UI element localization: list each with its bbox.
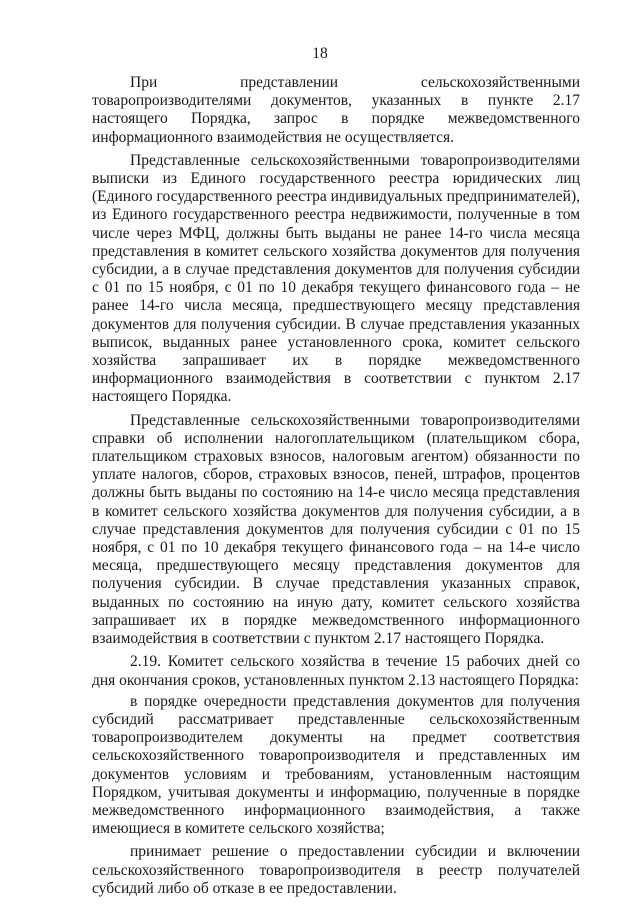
paragraph-decision: принимает решение о предоставлении субсидии и включении сельскохозяйственного товаропроизводителя в реестр получателей субсидий либо об отказе в ее предоставлении. (92, 843, 580, 897)
paragraph-registry-extracts: Представленные сельскохозяйственными товаропроизводителями выписки из Единого государственного реестра юридических лиц (Единого государственного реестра индивидуальных предпринимателей), из Единого государственного реестра недвижимости, полученные в том числе через МФЦ, должны быть выданы не ранее 14-го числа месяца представления в комитет сельского хозяйства документов для получения субсидии, а в случае представления документов для получения субсидии с 01 по 15 ноября, с 01 по 10 декабря текущего финансового года – не ранее 14-го числа месяца, предшествующего месяцу представления документов для получения субсидии. В случае представления указанных выписок, выданных ранее установленного срока, комитет сельского хозяйства запрашивает их в порядке межведомственного информационного взаимодействия в соответствии с пунктом 2.17 настоящего Порядка. (92, 151, 580, 406)
paragraph-review-documents: в порядке очередности представления документов для получения субсидий рассматривает представленные сельскохозяйственным товаропроизводителем документы на предмет соответствия сельскохозяйственного товаропроизводителя и представленных им документов условиям и требованиям, установленным настоящим Порядком, учитывая документы и информацию, полученные в порядке межведомственного информационного взаимодействия, а также имеющиеся в комитете сельского хозяйства; (92, 692, 580, 838)
paragraph-tax-certificates: Представленные сельскохозяйственными товаропроизводителями справки об исполнении налогоплательщиком (плательщиком сбора, плательщиком страховых взносов, налоговым агентом) обязанности по уплате налогов, сборов, страховых взносов, пеней, штрафов, процентов должны быть выданы по состоянию на 14-е число месяца представления в комитет сельского хозяйства документов для получения субсидии, а в случае представления документов для получения субсидии с 01 по 15 ноября, с 01 по 10 декабря текущего финансового года – на 14-е число месяца, предшествующего месяцу представления документов для получения субсидии. В случае представления указанных справок, выданных по состоянию на иную дату, комитет сельского хозяйства запрашивает их в порядке межведомственного информационного взаимодействия в соответствии с пунктом 2.17 настоящего Порядка. (92, 411, 580, 648)
paragraph-request-not-performed: При представлении сельскохозяйственными товаропроизводителями документов, указанных в пункте 2.17 настоящего Порядка, запрос в порядке межведомственного информационного взаимодействия не осуществляется. (92, 74, 580, 146)
paragraph-2-19: 2.19. Комитет сельского хозяйства в течение 15 рабочих дней со дня окончания сроков, установленных пунктом 2.13 настоящего Порядка: (92, 653, 580, 689)
document-body (92, 74, 580, 898)
page-number: 18 (312, 45, 328, 62)
